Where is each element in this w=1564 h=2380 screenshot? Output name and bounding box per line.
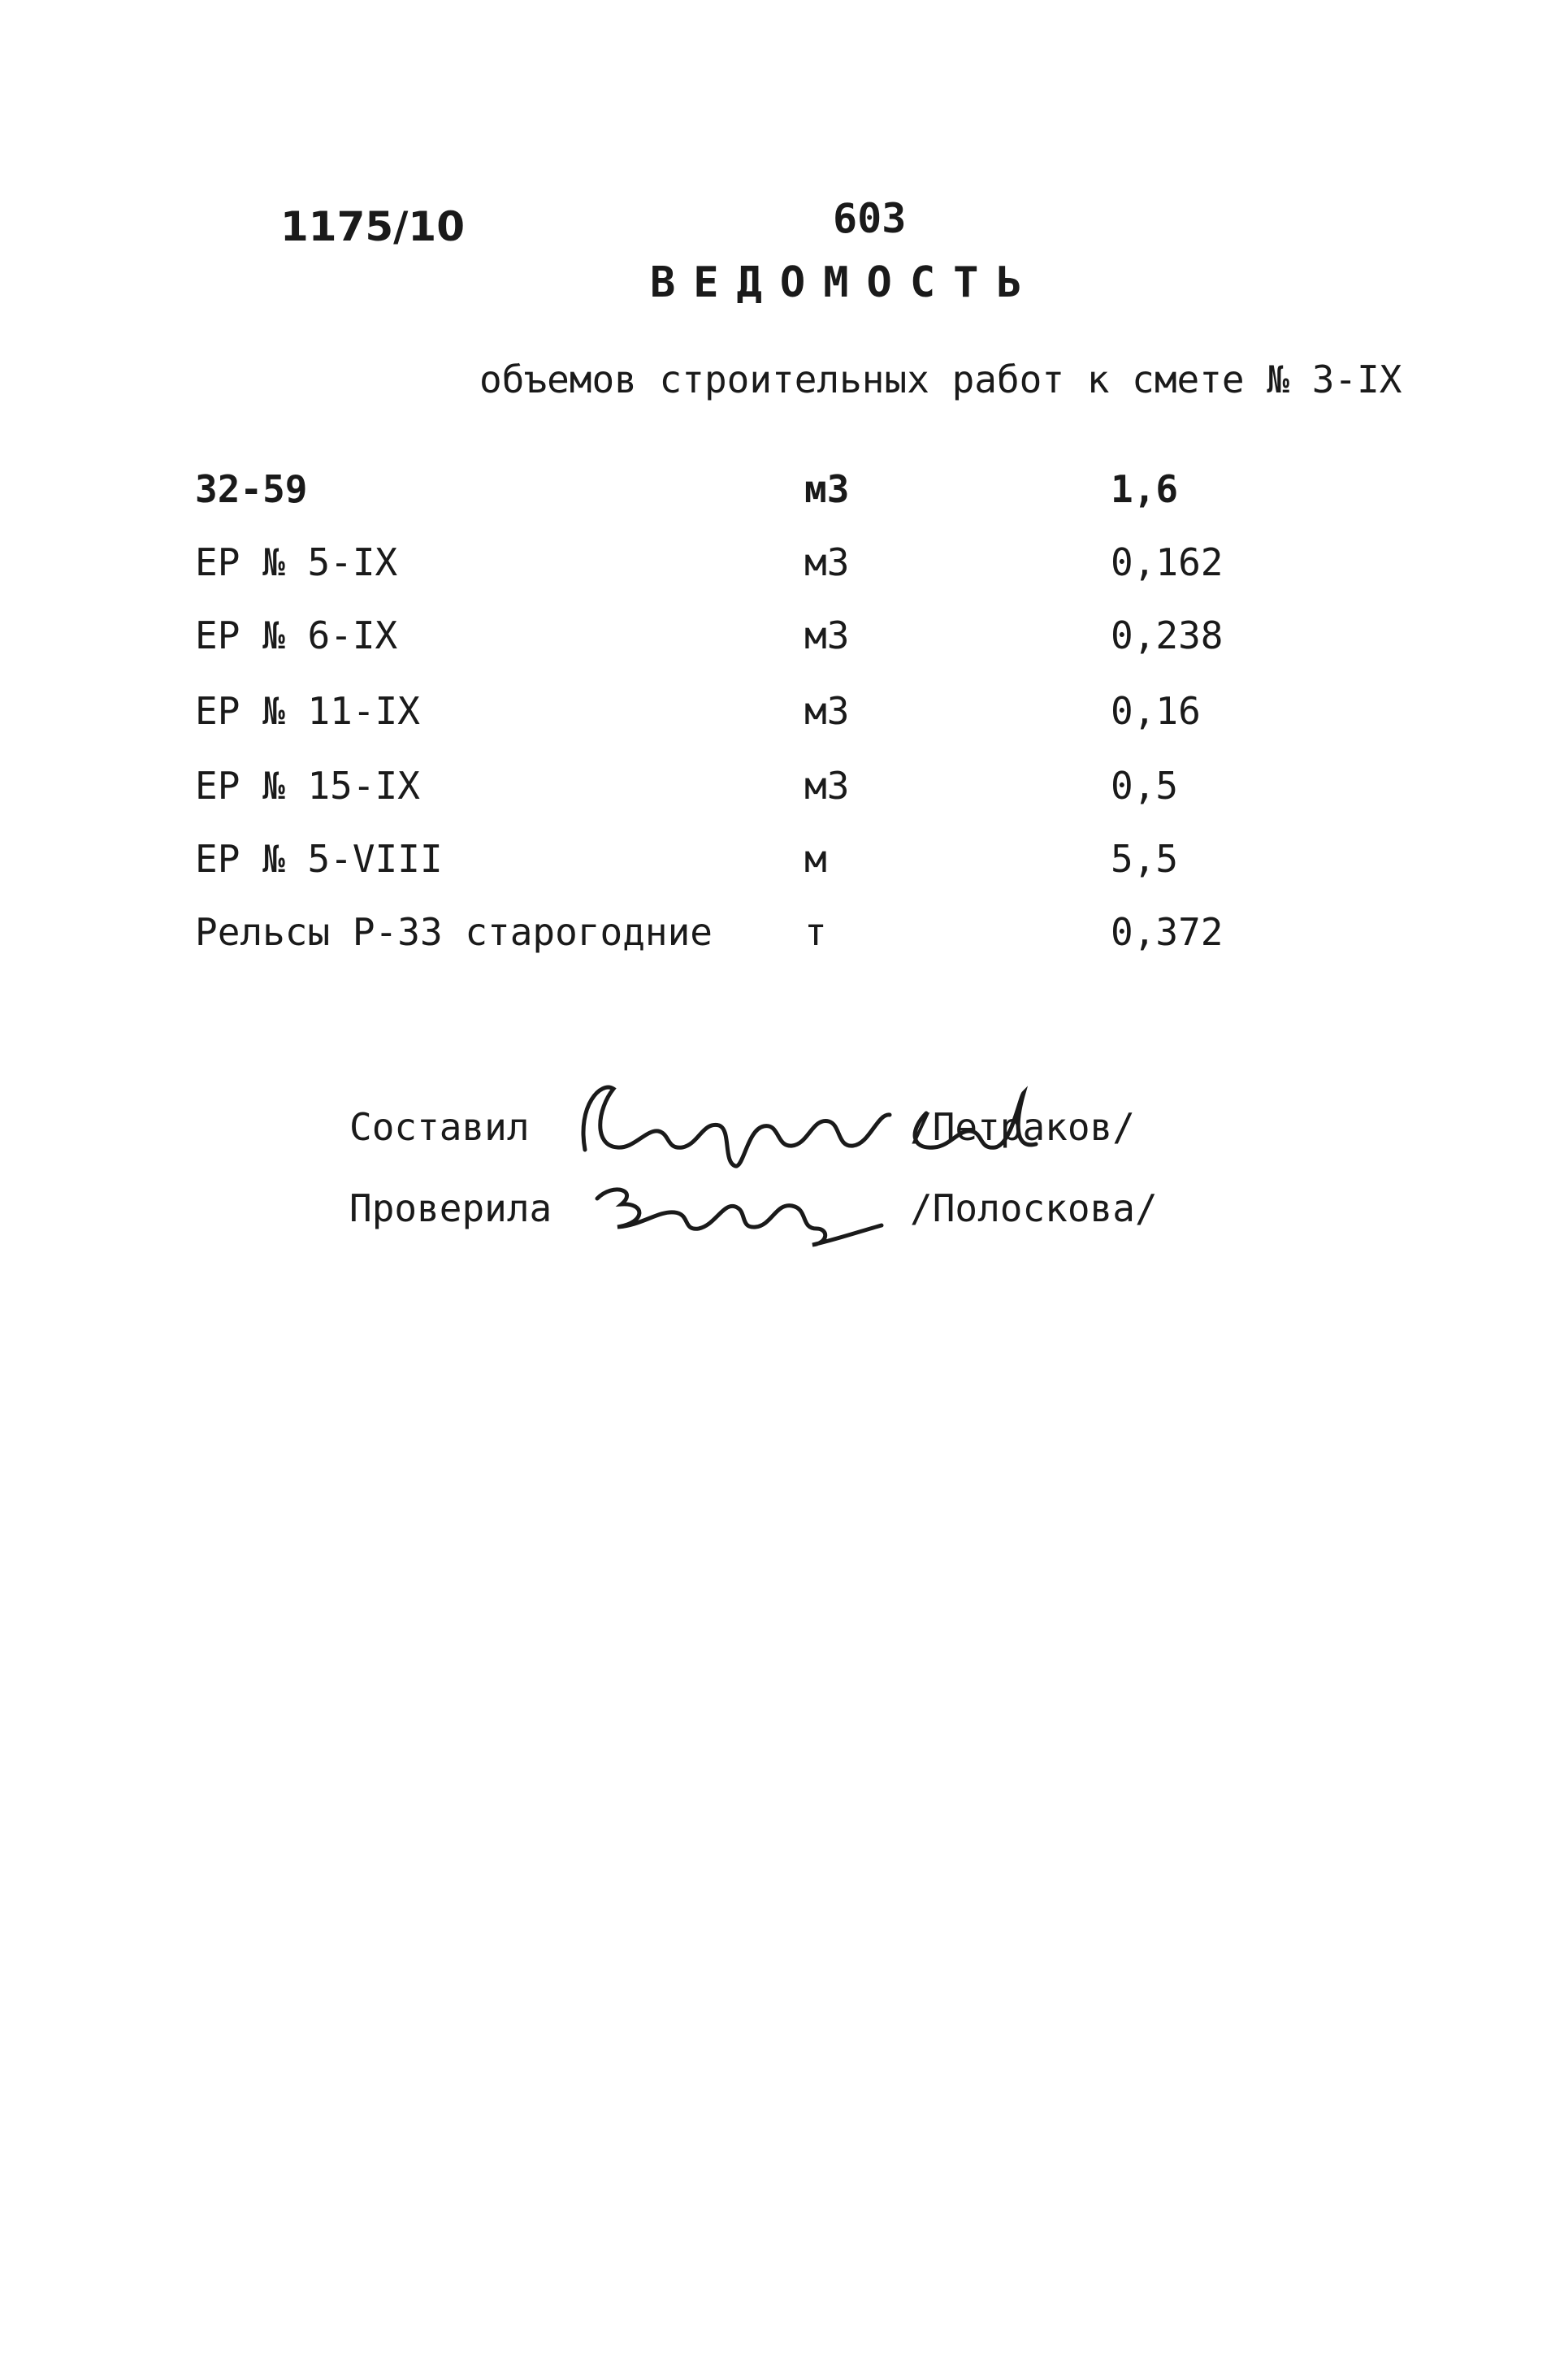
item-name: ЕР № 11-IX (195, 689, 420, 733)
item-unit: т (804, 910, 827, 954)
item-name: Рельсы Р-33 старогодние (195, 910, 713, 954)
table-row (195, 467, 1332, 524)
item-unit: м3 (804, 689, 850, 733)
signatory-name: /Полоскова/ (910, 1186, 1158, 1230)
table-row (195, 910, 1332, 967)
item-unit: м (804, 837, 827, 881)
table-row (195, 540, 1332, 597)
table-row (195, 837, 1332, 894)
item-name: ЕР № 6-IX (195, 613, 398, 657)
item-unit: м3 (804, 764, 850, 808)
item-qty: 0,372 (1111, 910, 1224, 954)
document-title: ВЕДОМОСТЬ (650, 258, 1040, 307)
signature-block-checker (349, 1170, 1243, 1251)
item-unit: м3 (804, 613, 850, 657)
document-subtitle: объемов строительных работ к смете № 3-IX (479, 358, 1402, 401)
table-row (195, 613, 1332, 670)
item-qty: 0,5 (1111, 764, 1179, 808)
item-name: ЕР № 5-VIII (195, 837, 443, 881)
item-name: ЕР № 5-IX (195, 540, 398, 584)
table-row (195, 689, 1332, 746)
item-qty: 0,16 (1111, 689, 1201, 733)
item-qty: 5,5 (1111, 837, 1179, 881)
document-code: 1175/10 (280, 203, 466, 250)
item-qty: 1,6 (1111, 467, 1179, 511)
signature-role: Проверила (349, 1186, 552, 1230)
page-number: 603 (833, 195, 907, 242)
item-unit: м3 (804, 467, 850, 511)
item-qty: 0,162 (1111, 540, 1224, 584)
item-name: 32-59 (195, 467, 308, 511)
item-unit: м3 (804, 540, 850, 584)
item-name: ЕР № 15-IX (195, 764, 420, 808)
signature-role: Составил (349, 1105, 530, 1149)
signatory-name: /Петраков/ (910, 1105, 1135, 1149)
item-qty: 0,238 (1111, 613, 1224, 657)
table-row (195, 764, 1332, 821)
